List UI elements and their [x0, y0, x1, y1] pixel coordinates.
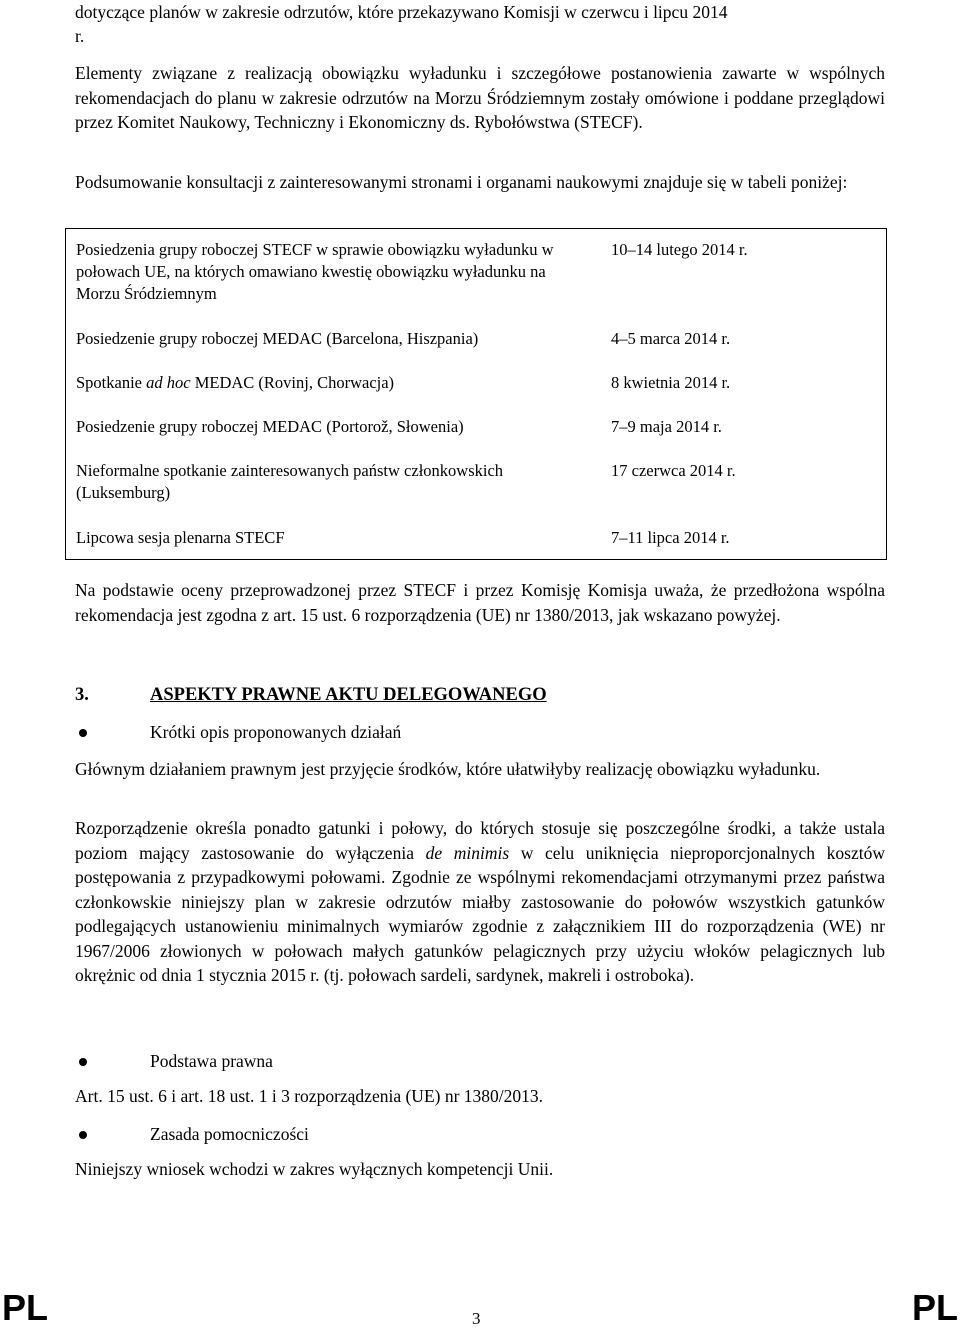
table-cell-event: Nieformalne spotkanie zainteresowanych państw członkowskich (Luksemburg) — [66, 449, 602, 516]
table-row — [66, 405, 887, 449]
table-cell-event-text: Spotkanie — [76, 373, 147, 392]
regulation-text: Rozporządzenie określa ponadto gatunki i połowy, do których stosuje się poszczególne środki, a także ustala poziom mający zastosowanie do wyłączenia — [75, 818, 885, 863]
table-cell-date: 8 kwietnia 2014 r. — [601, 361, 887, 405]
paragraph-continuation-line1: dotyczące planów w zakresie odrzutów, które przekazywano Komisji w czerwcu i lipcu 2014 — [75, 2, 728, 22]
table-cell-event: Posiedzenie grupy roboczej MEDAC (Barcelona, Hiszpania) — [66, 317, 602, 361]
bullet-label: Zasada pomocniczości — [150, 1124, 309, 1144]
table-cell-event-italic: ad hoc — [146, 373, 191, 392]
bullet-label: Krótki opis proponowanych działań — [150, 722, 402, 742]
bullet-icon — [79, 1131, 87, 1139]
bullet-label: Podstawa prawna — [150, 1051, 273, 1071]
regulation-text: w celu uniknięcia nieproporcjonalnych kosztów postępowania z przypadkowymi połowami. Zgodnie ze wspólnymi rekomendacjami otrzymanymi przez państwa członkowskie niniejszy plan w zakresie odrzutów miałby zastosowanie do połowów wszystkich gatunków podlegających ustanowieniu minimalnych wymiarów zgodnie z załącznikiem III do rozporządzenia (WE) nr 1967/2006 złowionych w połowach małych gatunków pelagicznych przy użyciu włoków pelagicznych lub okrężnic od dnia 1 stycznia 2015 r. (tj. połowach sardeli, sardynek, makreli i ostroboka). — [75, 842, 885, 985]
table-cell-event: Lipcowa sesja plenarna STECF — [66, 516, 602, 560]
paragraph-legal-basis: Art. 15 ust. 6 i art. 18 ust. 1 i 3 rozporządzenia (UE) nr 1380/2013. — [75, 1086, 544, 1106]
paragraph-continuation-line2: r. — [75, 26, 85, 46]
table-row — [66, 229, 887, 318]
table-cell-event: Posiedzenie grupy roboczej MEDAC (Portorož, Słowenia) — [66, 405, 602, 449]
table-cell-event — [66, 361, 602, 405]
bullet-icon — [79, 729, 87, 737]
table-row — [66, 361, 887, 405]
regulation-italic: de minimis — [425, 842, 510, 863]
table-row — [66, 317, 887, 361]
table-cell-date: 10–14 lutego 2014 r. — [601, 229, 887, 318]
table-cell-date: 4–5 marca 2014 r. — [601, 317, 887, 361]
table-row — [66, 516, 887, 560]
paragraph-summary: Podsumowanie konsultacji z zainteresowanymi stronami i organami naukowymi znajduje się w tabeli poniżej: — [75, 172, 848, 192]
table-cell-date: 17 czerwca 2014 r. — [601, 449, 887, 516]
section-number: 3. — [75, 685, 89, 705]
bullet-icon — [79, 1058, 87, 1066]
table-cell-date: 7–9 maja 2014 r. — [601, 405, 887, 449]
table-row — [66, 449, 887, 516]
table-cell-date: 7–11 lipca 2014 r. — [601, 516, 887, 560]
section-title: ASPEKTY PRAWNE AKTU DELEGOWANEGO — [150, 685, 547, 705]
page-number: 3 — [472, 1309, 481, 1328]
table-cell-event: Posiedzenia grupy roboczej STECF w sprawie obowiązku wyładunku w połowach UE, na których omawiano kwestię obowiązku wyładunku na Morzu Śródziemnym — [66, 229, 602, 318]
footer-language-right: PL — [911, 1287, 958, 1328]
paragraph-assessment: Na podstawie oceny przeprowadzonej przez STECF i przez Komisję Komisja uważa, że przedłożona wspólna rekomendacja jest zgodna z art. 15 ust. 6 rozporządzenia (UE) nr 1380/2013, jak wskazano powyżej. — [75, 580, 885, 625]
paragraph-regulation — [75, 816, 885, 988]
paragraph-subsidiarity: Niniejszy wniosek wchodzi w zakres wyłącznych kompetencji Unii. — [75, 1159, 554, 1179]
paragraph-elements: Elementy związane z realizacją obowiązku wyładunku i szczegółowe postanowienia zawarte w wspólnych rekomendacjach do planu w zakresie odrzutów na Morzu Śródziemnym zostały omówione i poddane przeglądowi przez Komitet Naukowy, Techniczny i Ekonomiczny ds. Rybołówstwa (STECF). — [75, 63, 885, 132]
consultation-table — [65, 228, 887, 560]
table-cell-event-text: MEDAC (Rovinj, Chorwacja) — [190, 373, 395, 392]
footer-language-left: PL — [2, 1287, 49, 1328]
section-heading — [75, 683, 547, 707]
paragraph-main-action: Głównym działaniem prawnym jest przyjęcie środków, które ułatwiłyby realizację obowiązku wyładunku. — [75, 759, 821, 779]
